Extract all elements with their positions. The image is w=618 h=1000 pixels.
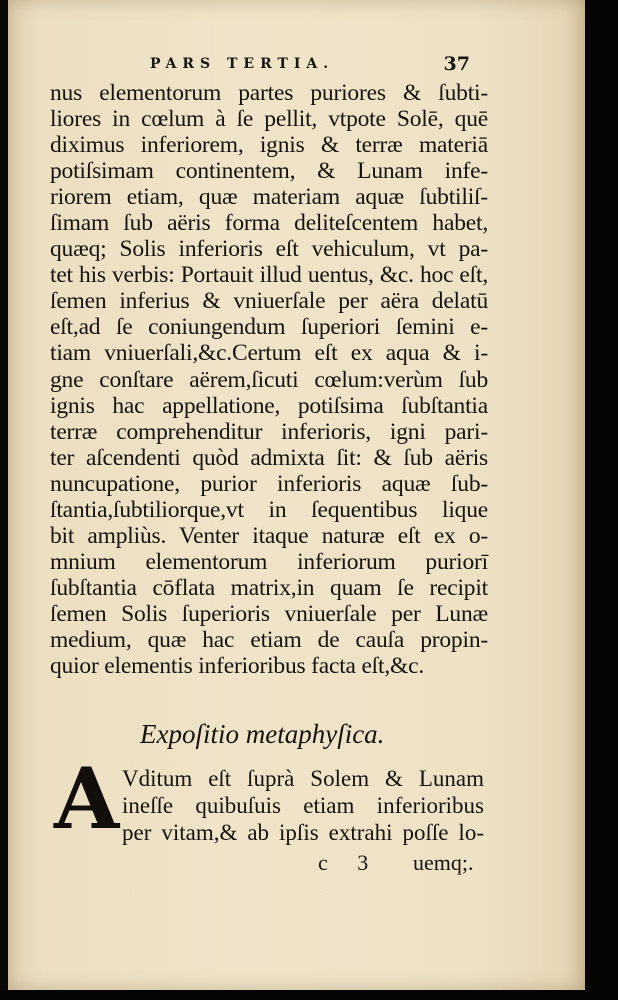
text-line: ter aſcendenti quòd admixta ſit: & ſub aëris — [50, 444, 488, 471]
text-line: nuncupatione, purior inferioris aquæ ſub- — [50, 470, 488, 497]
text-line: Vditum eſt ſuprà Solem & Lunam — [122, 766, 484, 791]
text-line: per vitam,& ab ipſis extrahi poſſe lo- — [122, 820, 484, 845]
text-line: ineſſe quibuſuis etiam inferioribus — [122, 793, 484, 818]
text-line: ſemen inferius & vniuerſale per aëra delatū — [50, 288, 488, 315]
text-line: mnium elementorum inferiorum puriorī — [50, 548, 488, 575]
text-line: quior elementis inferioribus facta eſt,&c. — [50, 653, 424, 680]
catchword: uemq;. — [413, 850, 474, 875]
text-line: ſimam ſub aëris forma deliteſcentem habet, — [50, 210, 488, 237]
running-head: PARS TERTIA. — [150, 56, 335, 72]
text-line: eſt,ad ſe coniungendum ſuperiori ſemini e- — [50, 314, 488, 341]
text-line: quæq; Solis inferioris eſt vehiculum, vt pa- — [50, 236, 488, 263]
section-heading: Expoſitio metaphyſica. — [140, 719, 385, 749]
text-line: ſemen Solis ſuperioris vniuerſale per Lunæ — [50, 600, 488, 627]
text-line: ſubſtantia cōflata matrix,in quam ſe recipit — [50, 574, 488, 601]
scan-dark-margin-right — [585, 0, 618, 1000]
text-line: liores in cœlum à ſe pellit, vtpote Solē, quē — [50, 106, 488, 133]
text-line: medium, quæ hac etiam de cauſa propin- — [50, 626, 488, 653]
text-line: ignis hac appellatione, potiſsima ſubſtantia — [50, 392, 488, 419]
main-text-block — [50, 80, 488, 679]
page-number: 37 — [443, 53, 470, 75]
text-line: riorem etiam, quæ materiam aquæ ſubtiliſ- — [50, 184, 488, 211]
text-line: ſtantia,ſubtiliorque,vt in ſequentibus lique — [50, 496, 488, 523]
text-line: diximus inferiorem, ignis & terræ materiā — [50, 132, 488, 159]
drop-cap-letter: A — [54, 749, 120, 848]
scan-dark-margin-bottom — [0, 990, 618, 1000]
text-line: tiam vniuerſali,&c.Certum eſt ex aqua & i- — [50, 340, 488, 367]
text-line: terræ comprehenditur inferioris, igni pari- — [50, 418, 488, 445]
signature-mark: c 3 — [318, 850, 381, 875]
text-line: gne conſtare aërem,ſicuti cœlum:verùm ſub — [50, 366, 488, 393]
text-line: tet his verbis: Portauit illud uentus, &c. hoc eſt, — [50, 262, 488, 289]
page-headline — [150, 53, 470, 78]
section-text-block — [122, 765, 484, 846]
text-line: potiſsimam continentem, & Lunam infe- — [50, 158, 488, 185]
text-line: nus elementorum partes puriores & ſubti- — [50, 80, 488, 106]
text-line: bit ampliùs. Venter itaque naturæ eſt ex o- — [50, 522, 488, 549]
